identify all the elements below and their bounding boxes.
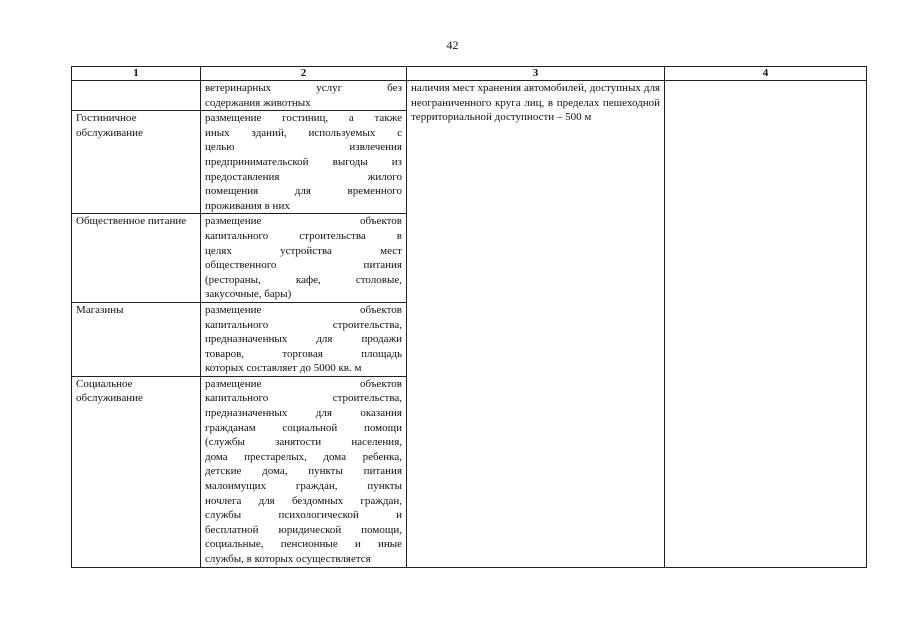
use-type-name: Общественное питание	[72, 214, 201, 303]
description-line: малоимущих граждан, пункты	[205, 480, 402, 493]
description-line: службы психологической и	[205, 509, 402, 522]
description-line: целях устройства мест	[205, 244, 402, 257]
description-line: размещение объектов	[205, 215, 402, 228]
table-header-row	[72, 67, 867, 81]
use-type-name: Гостиничное обслуживание	[72, 111, 201, 214]
use-type-description	[201, 302, 407, 376]
column-header-2: 2	[201, 67, 407, 81]
description-line: гражданам социальной помощи	[205, 421, 402, 434]
description-line: детские дома, пункты питания	[205, 465, 402, 478]
description-line: общественного питания	[205, 259, 402, 272]
column-header-1: 1	[72, 67, 201, 81]
description-line: проживания в них	[205, 199, 290, 212]
table-row	[72, 81, 867, 111]
page-number: 42	[446, 38, 459, 52]
description-line: капитального строительства в	[205, 229, 402, 242]
use-type-name	[72, 81, 201, 111]
use-type-name: Магазины	[72, 302, 201, 376]
description-line: капитального строительства,	[205, 318, 402, 331]
use-type-description	[201, 81, 407, 111]
description-line: социальные, пенсионные и иные	[205, 538, 402, 551]
description-line: размещение гостиниц, а также	[205, 112, 402, 125]
description-line: (рестораны, кафе, столовые,	[205, 273, 402, 286]
description-line: размещение объектов	[205, 303, 402, 316]
use-type-description	[201, 111, 407, 214]
description-line: которых составляет до 5000 кв. м	[205, 362, 362, 375]
description-line: капитального строительства,	[205, 392, 402, 405]
description-line: предназначенных для оказания	[205, 407, 402, 420]
description-line: бесплатной юридической помощи,	[205, 523, 402, 536]
use-type-description	[201, 214, 407, 303]
description-line: предназначенных для продажи	[205, 333, 402, 346]
parking-requirement: наличия мест хранения автомобилей, доступных для неограниченного круга лиц, в пределах пешеходной территориальной доступности – 500 м	[407, 81, 665, 568]
description-line: закусочные, бары)	[205, 288, 292, 301]
description-line: дома престарелых, дома ребенка,	[205, 450, 402, 463]
column-header-3: 3	[407, 67, 665, 81]
description-line: целью извлечения	[205, 141, 402, 154]
column-4-cell	[665, 81, 867, 568]
description-line: содержания животных	[205, 96, 311, 109]
description-line: предпринимательской выгоды из	[205, 155, 402, 168]
use-type-name: Социальное обслуживание	[72, 376, 201, 567]
description-line: размещение объектов	[205, 377, 402, 390]
description-line: ночлега для бездомных граждан,	[205, 494, 402, 507]
description-line: службы, в которых осуществляется	[205, 553, 371, 565]
description-line: помещения для временного	[205, 185, 402, 198]
document-table	[71, 66, 867, 568]
description-line: ветеринарных услуг без	[205, 82, 402, 94]
description-line: товаров, торговая площадь	[205, 347, 402, 360]
description-line: предоставления жилого	[205, 170, 402, 183]
description-line: иных зданий, используемых с	[205, 126, 402, 139]
column-header-4: 4	[665, 67, 867, 81]
use-type-description	[201, 376, 407, 567]
description-line: (службы занятости населения,	[205, 436, 402, 449]
